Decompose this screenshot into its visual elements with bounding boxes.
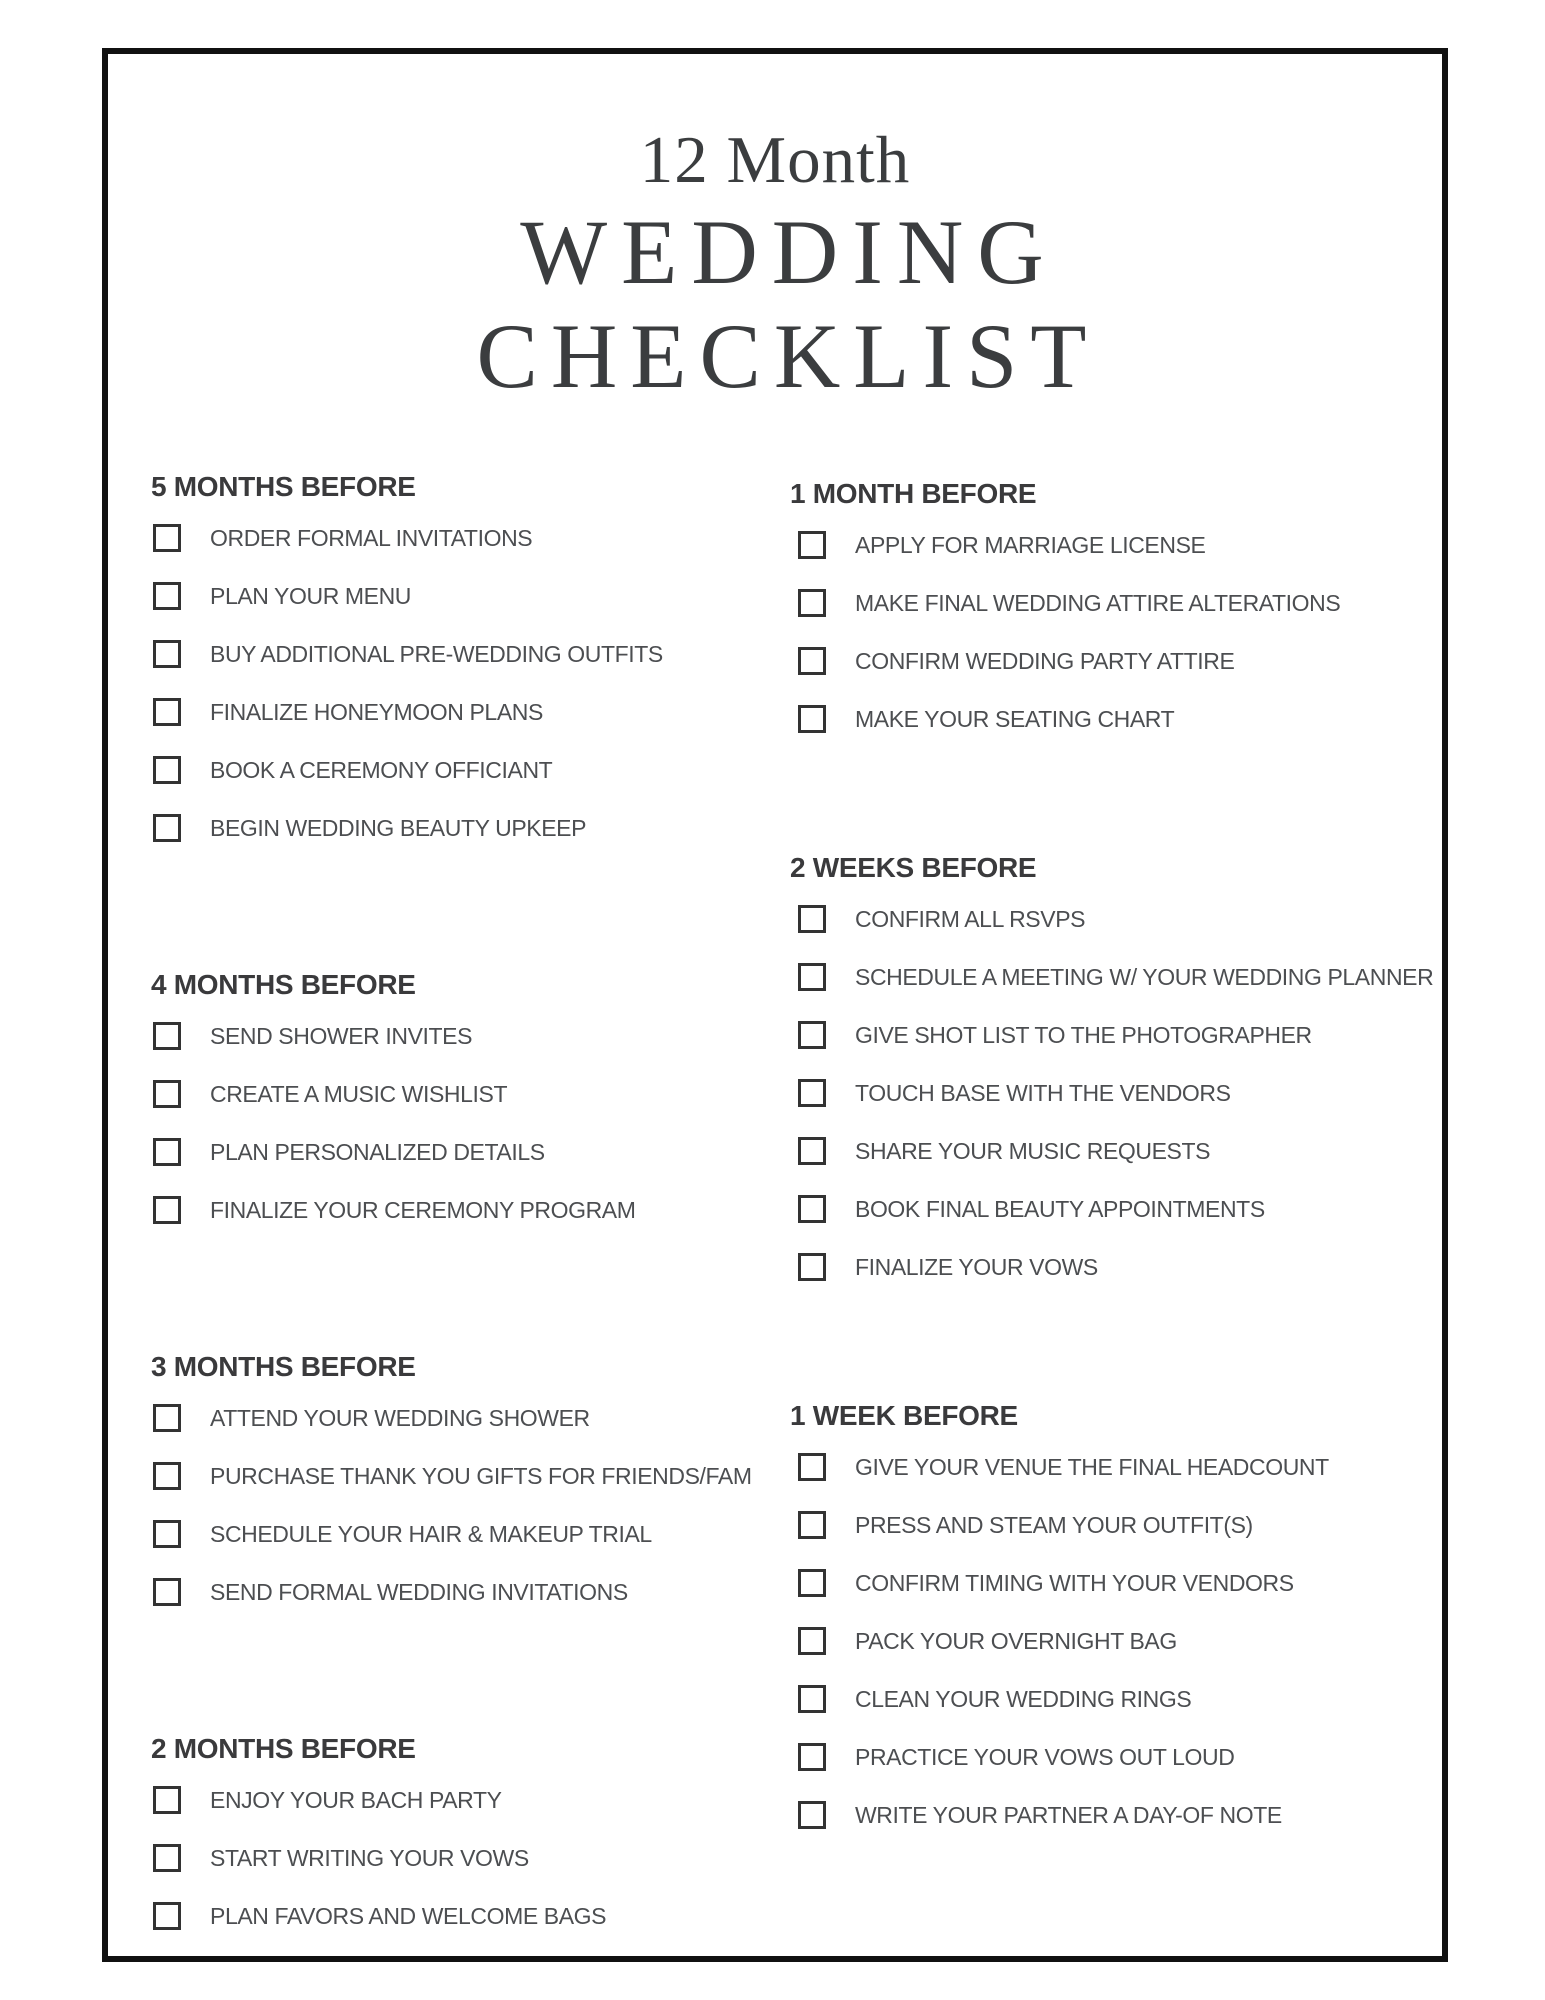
- checklist-item: [151, 814, 756, 872]
- checkbox-unchecked[interactable]: [798, 647, 826, 675]
- checkbox-unchecked[interactable]: [798, 1511, 826, 1539]
- section-1-week-before: [790, 1399, 1440, 1859]
- checklist-item: [790, 1195, 1440, 1253]
- checklist-item-label: PACK YOUR OVERNIGHT BAG: [855, 1628, 1177, 1654]
- checklist-item: [151, 1578, 756, 1636]
- checklist-item-label: BUY ADDITIONAL PRE-WEDDING OUTFITS: [210, 641, 663, 667]
- section-heading: 3 MONTHS BEFORE: [151, 1351, 416, 1382]
- checklist-item: [151, 1520, 756, 1578]
- checklist-item-label: ORDER FORMAL INVITATIONS: [210, 525, 533, 551]
- checklist-item-label: BOOK FINAL BEAUTY APPOINTMENTS: [855, 1196, 1265, 1222]
- checklist-item: [790, 1079, 1440, 1137]
- section-heading: 2 MONTHS BEFORE: [151, 1733, 416, 1764]
- checkbox-unchecked[interactable]: [798, 1685, 826, 1713]
- checkbox-unchecked[interactable]: [798, 905, 826, 933]
- section-2-weeks-before: [790, 851, 1440, 1311]
- checkbox-unchecked[interactable]: [153, 1022, 181, 1050]
- checklist-item-label: PRESS AND STEAM YOUR OUTFIT(S): [855, 1512, 1253, 1538]
- checklist-item-label: BEGIN WEDDING BEAUTY UPKEEP: [210, 815, 587, 841]
- checklist-item: [790, 531, 1440, 589]
- checkbox-unchecked[interactable]: [153, 756, 181, 784]
- checklist-item: [151, 698, 756, 756]
- title-line-3: CHECKLIST: [476, 305, 1100, 407]
- checklist-item: [790, 1137, 1440, 1195]
- checklist-item: [151, 1404, 756, 1462]
- checklist-item: [790, 1453, 1440, 1511]
- section-5-months-before: [151, 470, 756, 872]
- checklist-item-label: FINALIZE YOUR CEREMONY PROGRAM: [210, 1197, 636, 1223]
- checkbox-unchecked[interactable]: [798, 1137, 826, 1165]
- column-left: [151, 470, 756, 2000]
- checklist-item-label: FINALIZE YOUR VOWS: [855, 1254, 1098, 1280]
- checklist-item-label: PLAN FAVORS AND WELCOME BAGS: [210, 1903, 607, 1929]
- checklist-item-label: CREATE A MUSIC WISHLIST: [210, 1081, 508, 1107]
- checkbox-unchecked[interactable]: [798, 531, 826, 559]
- checklist-item-label: PLAN PERSONALIZED DETAILS: [210, 1139, 545, 1165]
- checklist-item: [790, 1569, 1440, 1627]
- checklist-item: [151, 1080, 756, 1138]
- checklist-item-label: WRITE YOUR PARTNER A DAY-OF NOTE: [855, 1802, 1282, 1828]
- checklist-item-label: MAKE YOUR SEATING CHART: [855, 706, 1175, 732]
- checklist-item-label: SCHEDULE YOUR HAIR & MAKEUP TRIAL: [210, 1521, 652, 1547]
- checklist-item-label: FINALIZE HONEYMOON PLANS: [210, 699, 543, 725]
- checkbox-unchecked[interactable]: [798, 1453, 826, 1481]
- checklist-item: [151, 1902, 756, 1960]
- title-line-1: 12 Month: [639, 123, 911, 197]
- checkbox-unchecked[interactable]: [153, 1578, 181, 1606]
- checklist-item-label: TOUCH BASE WITH THE VENDORS: [855, 1080, 1231, 1106]
- checkbox-unchecked[interactable]: [153, 1138, 181, 1166]
- checkbox-unchecked[interactable]: [798, 1253, 826, 1281]
- checkbox-unchecked[interactable]: [153, 1786, 181, 1814]
- checkbox-unchecked[interactable]: [798, 1743, 826, 1771]
- checklist-item-label: SEND FORMAL WEDDING INVITATIONS: [210, 1579, 628, 1605]
- checklist-item-label: PLAN YOUR MENU: [210, 583, 412, 609]
- checklist-item: [151, 1462, 756, 1520]
- checklist-item: [790, 905, 1440, 963]
- checklist-item: [790, 1743, 1440, 1801]
- checklist-item: [790, 1511, 1440, 1569]
- checklist-item-label: START WRITING YOUR VOWS: [210, 1845, 529, 1871]
- checklist-item: [790, 1253, 1440, 1311]
- checklist-item: [151, 1786, 756, 1844]
- checklist-item: [790, 963, 1440, 1021]
- checklist-item: [790, 1801, 1440, 1859]
- checkbox-unchecked[interactable]: [153, 1902, 181, 1930]
- checkbox-unchecked[interactable]: [153, 524, 181, 552]
- checkbox-unchecked[interactable]: [153, 1080, 181, 1108]
- checklist-item-label: ENJOY YOUR BACH PARTY: [210, 1787, 502, 1813]
- checklist-item-label: CONFIRM ALL RSVPS: [855, 906, 1086, 932]
- checkbox-unchecked[interactable]: [153, 1462, 181, 1490]
- checkbox-unchecked[interactable]: [798, 1569, 826, 1597]
- checklist-item-label: ATTEND YOUR WEDDING SHOWER: [210, 1405, 590, 1431]
- section-heading: 1 MONTH BEFORE: [790, 478, 1037, 509]
- checklist-item-label: BOOK A CEREMONY OFFICIANT: [210, 757, 553, 783]
- checkbox-unchecked[interactable]: [153, 698, 181, 726]
- section-heading: 4 MONTHS BEFORE: [151, 969, 416, 1000]
- checkbox-unchecked[interactable]: [798, 705, 826, 733]
- checkbox-unchecked[interactable]: [153, 640, 181, 668]
- section-heading: 5 MONTHS BEFORE: [151, 471, 416, 502]
- checkbox-unchecked[interactable]: [153, 1404, 181, 1432]
- checklist-item: [790, 1627, 1440, 1685]
- checkbox-unchecked[interactable]: [798, 1801, 826, 1829]
- checklist-item-label: MAKE FINAL WEDDING ATTIRE ALTERATIONS: [855, 590, 1341, 616]
- checklist-item-label: CLEAN YOUR WEDDING RINGS: [855, 1686, 1192, 1712]
- title-line-2: WEDDING: [520, 201, 1058, 303]
- checklist-item-label: SCHEDULE A MEETING W/ YOUR WEDDING PLANNER: [855, 964, 1434, 990]
- checklist-item-label: PURCHASE THANK YOU GIFTS FOR FRIENDS/FAM: [210, 1463, 752, 1489]
- checklist-item: [151, 524, 756, 582]
- checklist-item: [151, 756, 756, 814]
- checklist-item-label: CONFIRM TIMING WITH YOUR VENDORS: [855, 1570, 1294, 1596]
- checkbox-unchecked[interactable]: [798, 1021, 826, 1049]
- checklist-item: [790, 1685, 1440, 1743]
- checklist-item: [151, 1138, 756, 1196]
- checklist-item-label: APPLY FOR MARRIAGE LICENSE: [855, 532, 1206, 558]
- checklist-item: [790, 589, 1440, 647]
- checkbox-unchecked[interactable]: [153, 1844, 181, 1872]
- checkbox-unchecked[interactable]: [798, 963, 826, 991]
- checkbox-unchecked[interactable]: [153, 1520, 181, 1548]
- column-right: [790, 477, 1440, 1947]
- checklist-item: [151, 1196, 756, 1254]
- checkbox-unchecked[interactable]: [153, 1196, 181, 1224]
- checklist-item-label: GIVE SHOT LIST TO THE PHOTOGRAPHER: [855, 1022, 1312, 1048]
- checklist-item: [151, 640, 756, 698]
- checkbox-unchecked[interactable]: [798, 1195, 826, 1223]
- section-4-months-before: [151, 968, 756, 1254]
- checklist-item: [151, 1022, 756, 1080]
- checkbox-unchecked[interactable]: [798, 1079, 826, 1107]
- checkbox-unchecked[interactable]: [153, 814, 181, 842]
- checklist-item: [151, 1844, 756, 1902]
- section-1-month-before: [790, 477, 1440, 763]
- checkbox-unchecked[interactable]: [798, 589, 826, 617]
- checklist-item-label: SEND SHOWER INVITES: [210, 1023, 473, 1049]
- checkbox-unchecked[interactable]: [798, 1627, 826, 1655]
- checklist-item: [790, 1021, 1440, 1079]
- section-2-months-before: [151, 1732, 756, 1960]
- checklist-item: [790, 705, 1440, 763]
- section-3-months-before: [151, 1350, 756, 1636]
- checklist-item-label: CONFIRM WEDDING PARTY ATTIRE: [855, 648, 1235, 674]
- section-heading: 1 WEEK BEFORE: [790, 1400, 1018, 1431]
- checklist-item-label: GIVE YOUR VENUE THE FINAL HEADCOUNT: [855, 1454, 1329, 1480]
- checklist-item-label: SHARE YOUR MUSIC REQUESTS: [855, 1138, 1211, 1164]
- section-heading: 2 WEEKS BEFORE: [790, 852, 1037, 883]
- checklist-item: [790, 647, 1440, 705]
- checkbox-unchecked[interactable]: [153, 582, 181, 610]
- checklist-item: [151, 582, 756, 640]
- checklist-item-label: PRACTICE YOUR VOWS OUT LOUD: [855, 1744, 1235, 1770]
